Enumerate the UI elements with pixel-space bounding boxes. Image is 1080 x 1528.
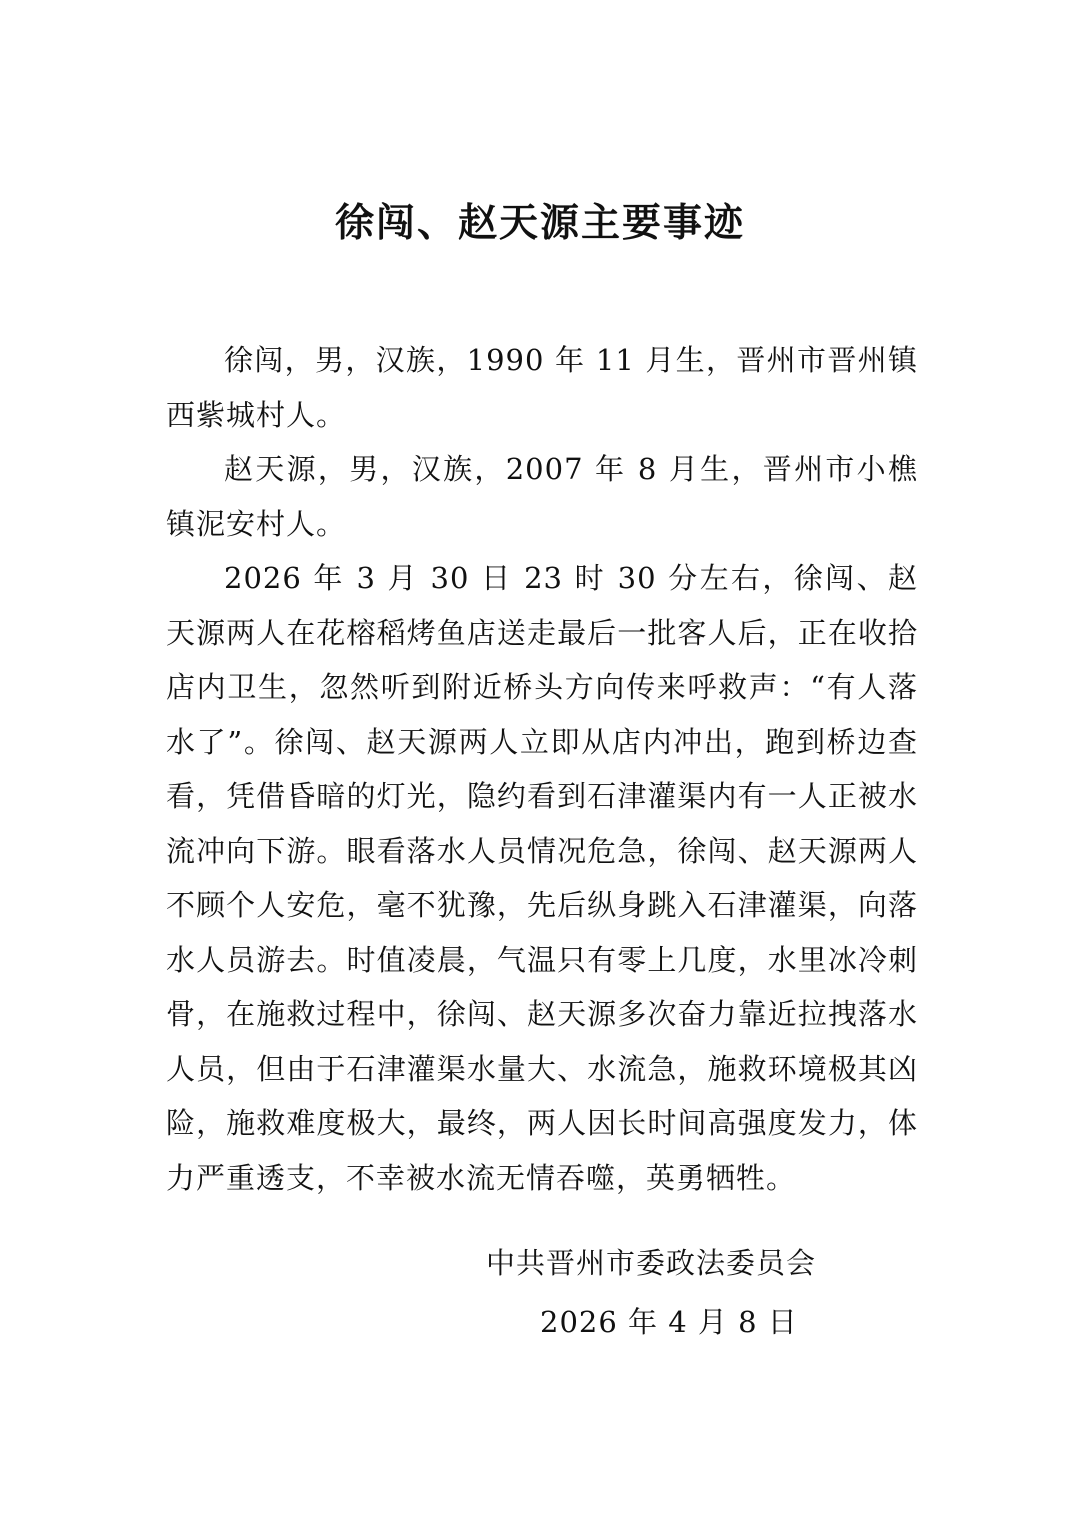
paragraph-zhao-tianyuan-bio: 赵天源，男，汉族，2007 年 8 月生，晋州市小樵镇泥安村人。 [166,452,918,541]
document-title: 徐闯、赵天源主要事迹 [334,201,745,246]
document-body [166,333,918,1205]
signature-block [486,1236,846,1349]
issue-date: 2026 年 4 月 8 日 [540,1304,798,1339]
paragraph-rescue-account: 2026 年 3 月 30 日 23 时 30 分左右，徐闯、赵天源两人在花榕稻烤鱼店送走最后一批客人后，正在收拾店内卫生，忽然听到附近桥头方向传来呼救声：“有人落水了”。徐闯、赵天源两人立即从店内冲出，跑到桥边查看，凭借昏暗的灯光，隐约看到石津灌渠内有一人正被水流冲向下游。眼看落水人员情况危急，徐闯、赵天源两人不顾个人安危，毫不犹豫，先后纵身跳入石津灌渠，向落水人员游去。时值凌晨，气温只有零上几度，水里冰冷刺骨，在施救过程中，徐闯、赵天源多次奋力靠近拉拽落水人员，但由于石津灌渠水量大、水流急，施救环境极其凶险，施救难度极大，最终，两人因长时间高强度发力，体力严重透支，不幸被水流无情吞噬，英勇牺牲。 [166,561,918,1195]
paragraph-xu-chuang-bio: 徐闯，男，汉族，1990 年 11 月生，晋州市晋州镇西紫城村人。 [166,343,918,432]
issuing-organization: 中共晋州市委政法委员会 [486,1246,817,1280]
